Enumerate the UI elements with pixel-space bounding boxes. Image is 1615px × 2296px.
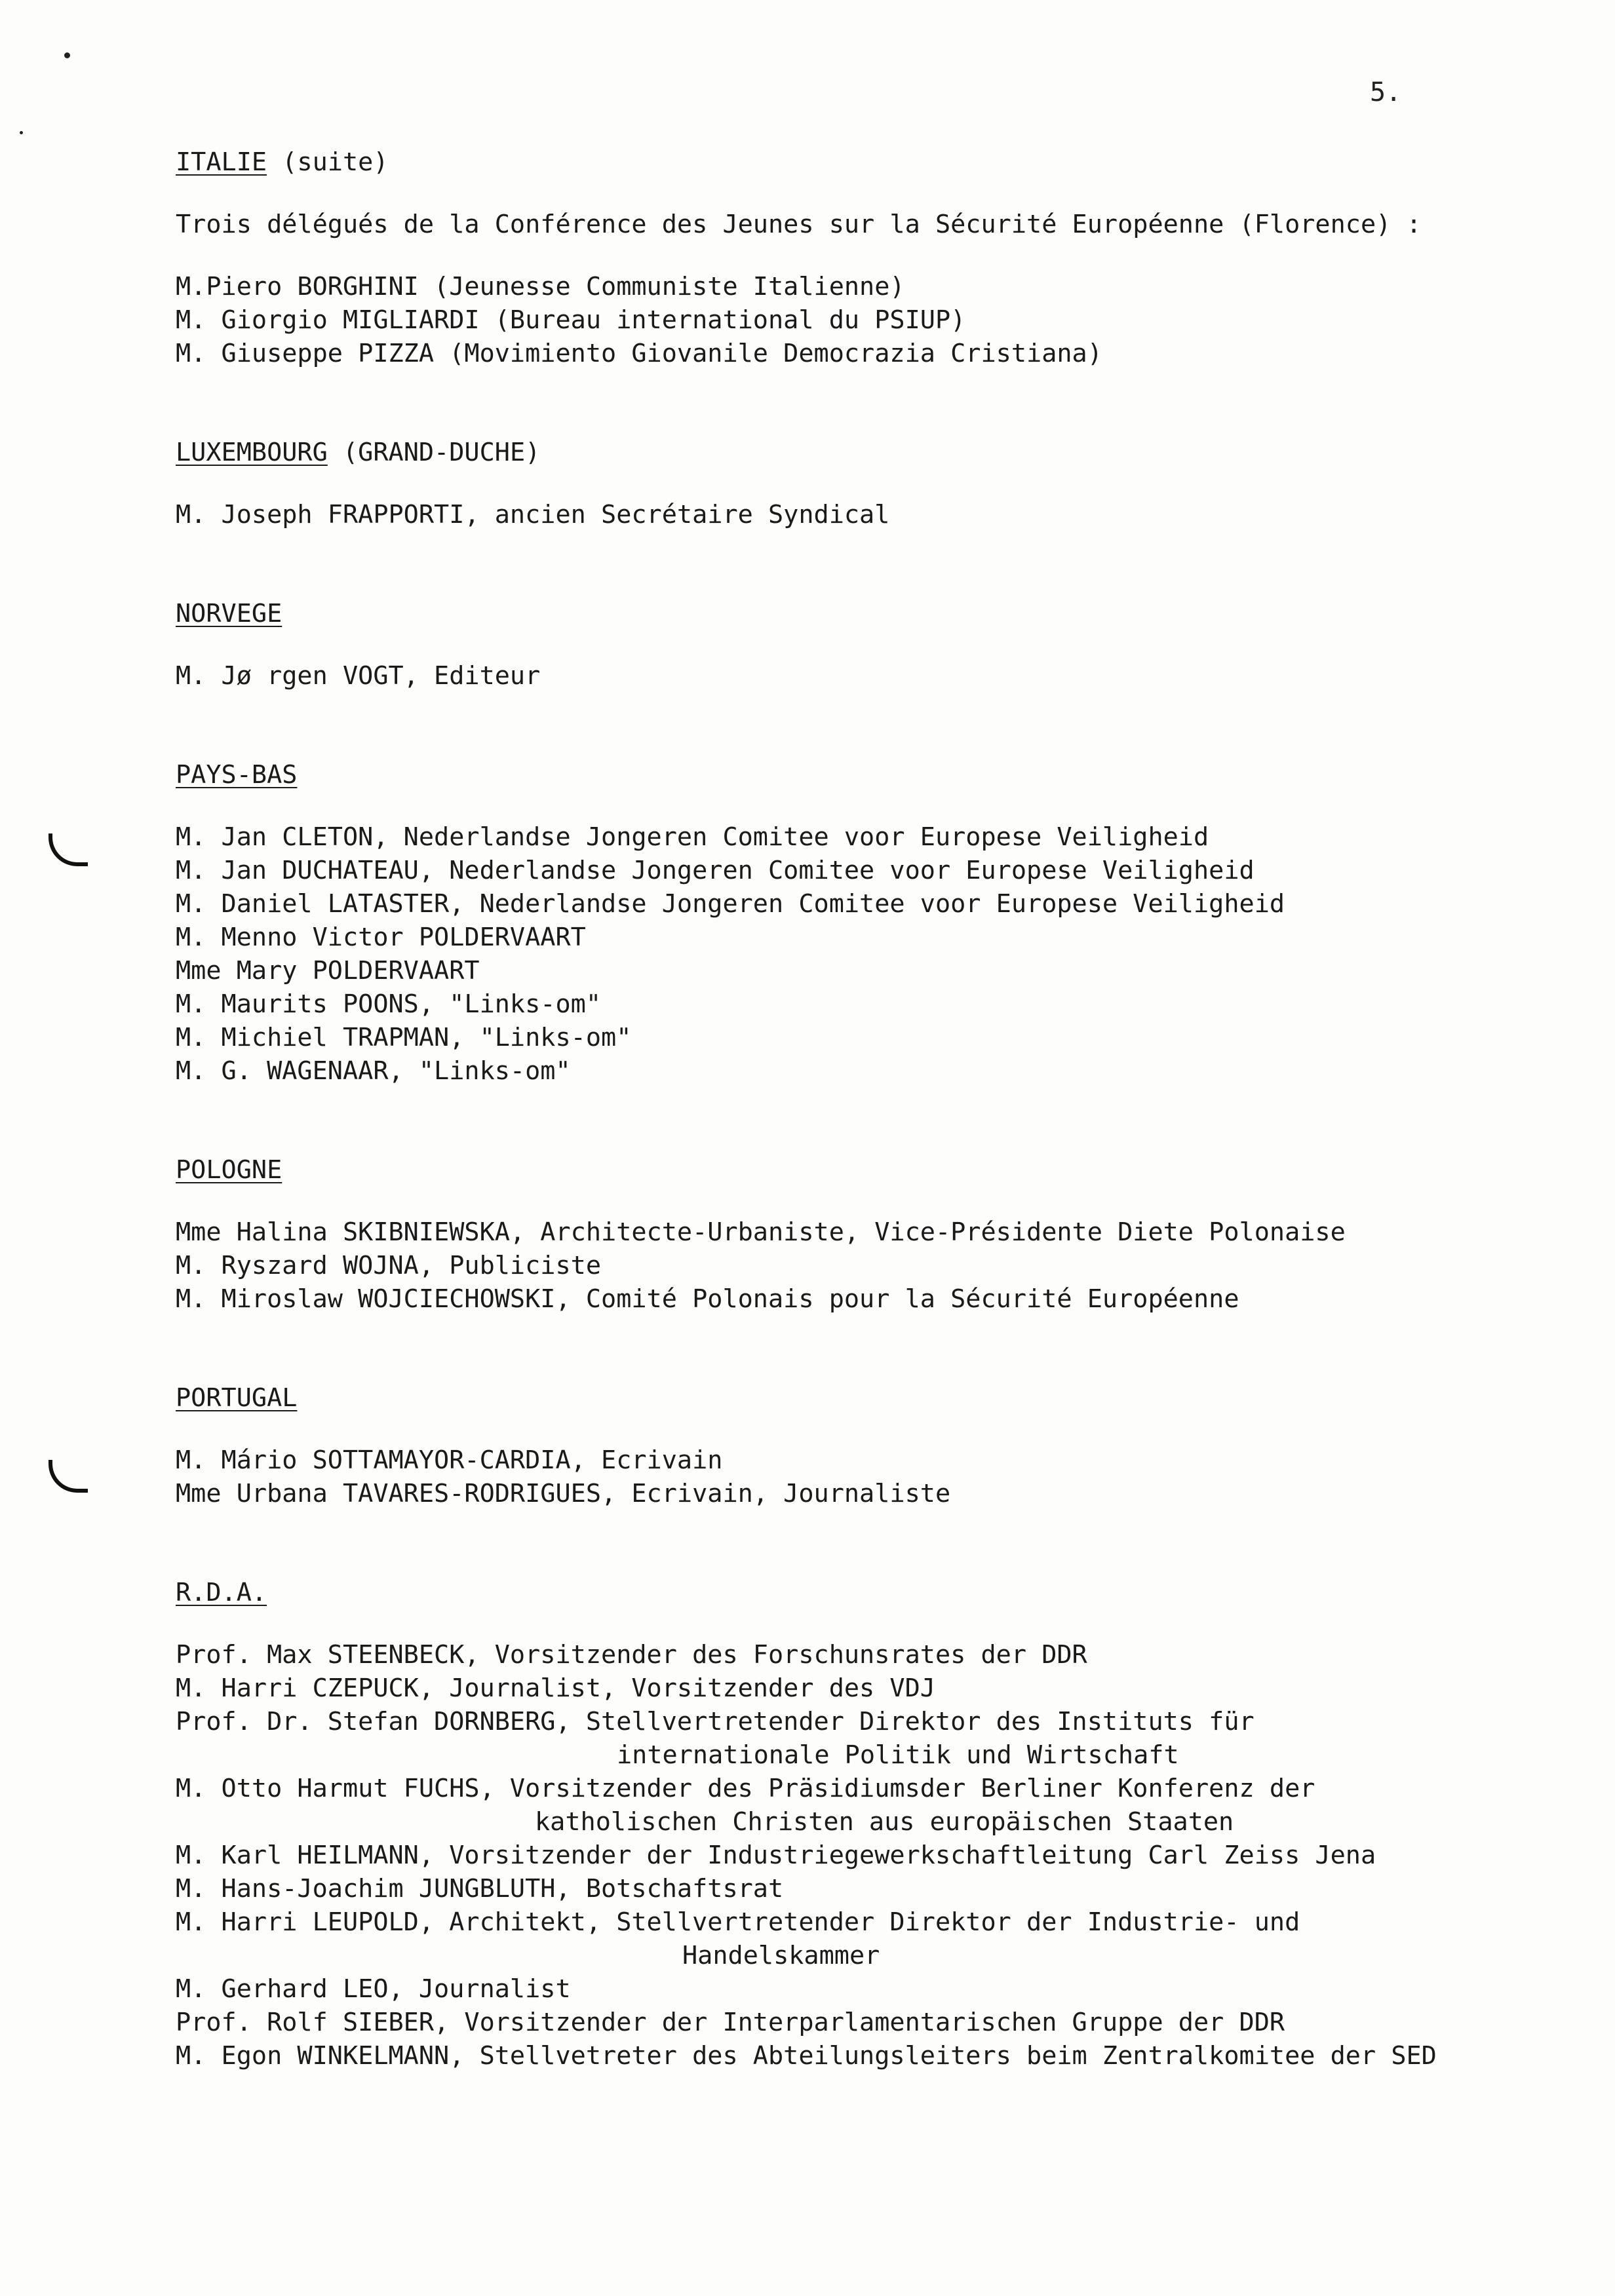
section-norvege [176,597,1565,693]
delegate-entry: Prof. Max STEENBECK, Vorsitzender des Forschunsrates der DDR [176,1640,1087,1670]
section-pologne [176,1153,1565,1316]
country-name: LUXEMBOURG [176,438,328,467]
delegate-entry: M. Ryszard WOJNA, Publiciste [176,1251,602,1280]
delegate-entry: M. Egon WINKELMANN, Stellvetreter des Abteilungsleiters beim Zentralkomitee der SED [176,2041,1437,2071]
section-heading [176,1576,1565,1609]
delegate-entry: M. Gerhard LEO, Journalist [176,1974,571,2004]
section-portugal [176,1381,1565,1510]
delegate-entry: Mme Urbana TAVARES-RODRIGUES, Ecrivain, Journaliste [176,1479,951,1508]
country-name: ITALIE [176,147,267,177]
country-name: NORVEGE [176,599,282,628]
section-heading [176,758,1565,792]
delegate-entry: M. Miroslaw WOJCIECHOWSKI, Comité Polonais pour la Sécurité Européenne [176,1284,1239,1314]
section-heading [176,145,1565,179]
delegate-entry: M. Giuseppe PIZZA (Movimiento Giovanile Democrazia Cristiana) [176,339,1102,368]
delegate-entry: Mme Halina SKIBNIEWSKA, Architecte-Urbaniste, Vice-Présidente Diete Polonaise [176,1217,1346,1247]
section-intro: Trois délégués de la Conférence des Jeunes sur la Sécurité Européenne (Florence) : [176,210,1422,239]
delegate-entry: M. Michiel TRAPMAN, "Links-om" [176,1023,632,1052]
section-luxembourg [176,436,1565,531]
section-heading [176,436,1565,469]
delegate-entry-continuation: katholischen Christen aus europäischen Staaten [535,1807,1234,1837]
section-pays-bas [176,758,1565,1088]
delegate-entry: M.Piero BORGHINI (Jeunesse Communiste Italienne) [176,272,905,301]
delegate-entry-continuation: internationale Politik und Wirtschaft [617,1740,1179,1770]
heading-suffix: (suite) [267,147,389,177]
delegate-entry: Prof. Rolf SIEBER, Vorsitzender der Interparlamentarischen Gruppe der DDR [176,2008,1285,2037]
delegate-entry-continuation: Handelskammer [682,1941,880,1970]
delegate-entry: M. Harri LEUPOLD, Architekt, Stellvertretender Direktor der Industrie- und [176,1907,1300,1937]
country-name: POLOGNE [176,1155,282,1185]
section-rda [176,1576,1565,2073]
delegate-entry: M. Jan DUCHATEAU, Nederlandse Jongeren Comitee voor Europese Veiligheid [176,856,1255,885]
heading-suffix: (GRAND-DUCHE) [327,438,541,467]
country-name: PORTUGAL [176,1383,298,1413]
country-name: R.D.A. [176,1578,267,1607]
margin-dot [64,52,70,58]
delegate-entry: M. Hans-Joachim JUNGBLUTH, Botschaftsrat [176,1874,784,1904]
section-heading [176,1381,1565,1415]
delegate-entry: Prof. Dr. Stefan DORNBERG, Stellvertretender Direktor des Instituts für [176,1707,1255,1736]
delegate-entry: M. Jan CLETON, Nederlandse Jongeren Comitee voor Europese Veiligheid [176,822,1209,852]
punch-hole-mark [49,833,88,866]
delegate-entry: M. Karl HEILMANN, Vorsitzender der Industriegewerkschaftleitung Carl Zeiss Jena [176,1841,1376,1870]
delegate-entry: M. Jø rgen VOGT, Editeur [176,661,541,691]
delegate-entry: Mme Mary POLDERVAART [176,956,480,985]
delegate-entry: M. Maurits POONS, "Links-om" [176,989,602,1019]
document-body [176,145,1565,2138]
page-number: 5. [1370,77,1402,107]
delegate-entry: M. Giorgio MIGLIARDI (Bureau international du PSIUP) [176,305,966,335]
delegate-entry: M. Mário SOTTAMAYOR-CARDIA, Ecrivain [176,1445,723,1475]
section-italie [176,145,1565,370]
delegate-entry: M. Harri CZEPUCK, Journalist, Vorsitzender des VDJ [176,1674,935,1703]
delegate-entry: M. Joseph FRAPPORTI, ancien Secrétaire Syndical [176,500,890,529]
margin-dot [20,131,23,134]
section-heading [176,1153,1565,1187]
punch-hole-mark [49,1460,88,1493]
delegate-entry: M. Daniel LATASTER, Nederlandse Jongeren Comitee voor Europese Veiligheid [176,889,1285,919]
delegate-entry: M. G. WAGENAAR, "Links-om" [176,1056,571,1086]
delegate-entry: M. Menno Victor POLDERVAART [176,923,586,952]
delegate-entry: M. Otto Harmut FUCHS, Vorsitzender des Präsidiumsder Berliner Konferenz der [176,1774,1315,1803]
country-name: PAYS-BAS [176,760,298,790]
section-heading [176,597,1565,630]
